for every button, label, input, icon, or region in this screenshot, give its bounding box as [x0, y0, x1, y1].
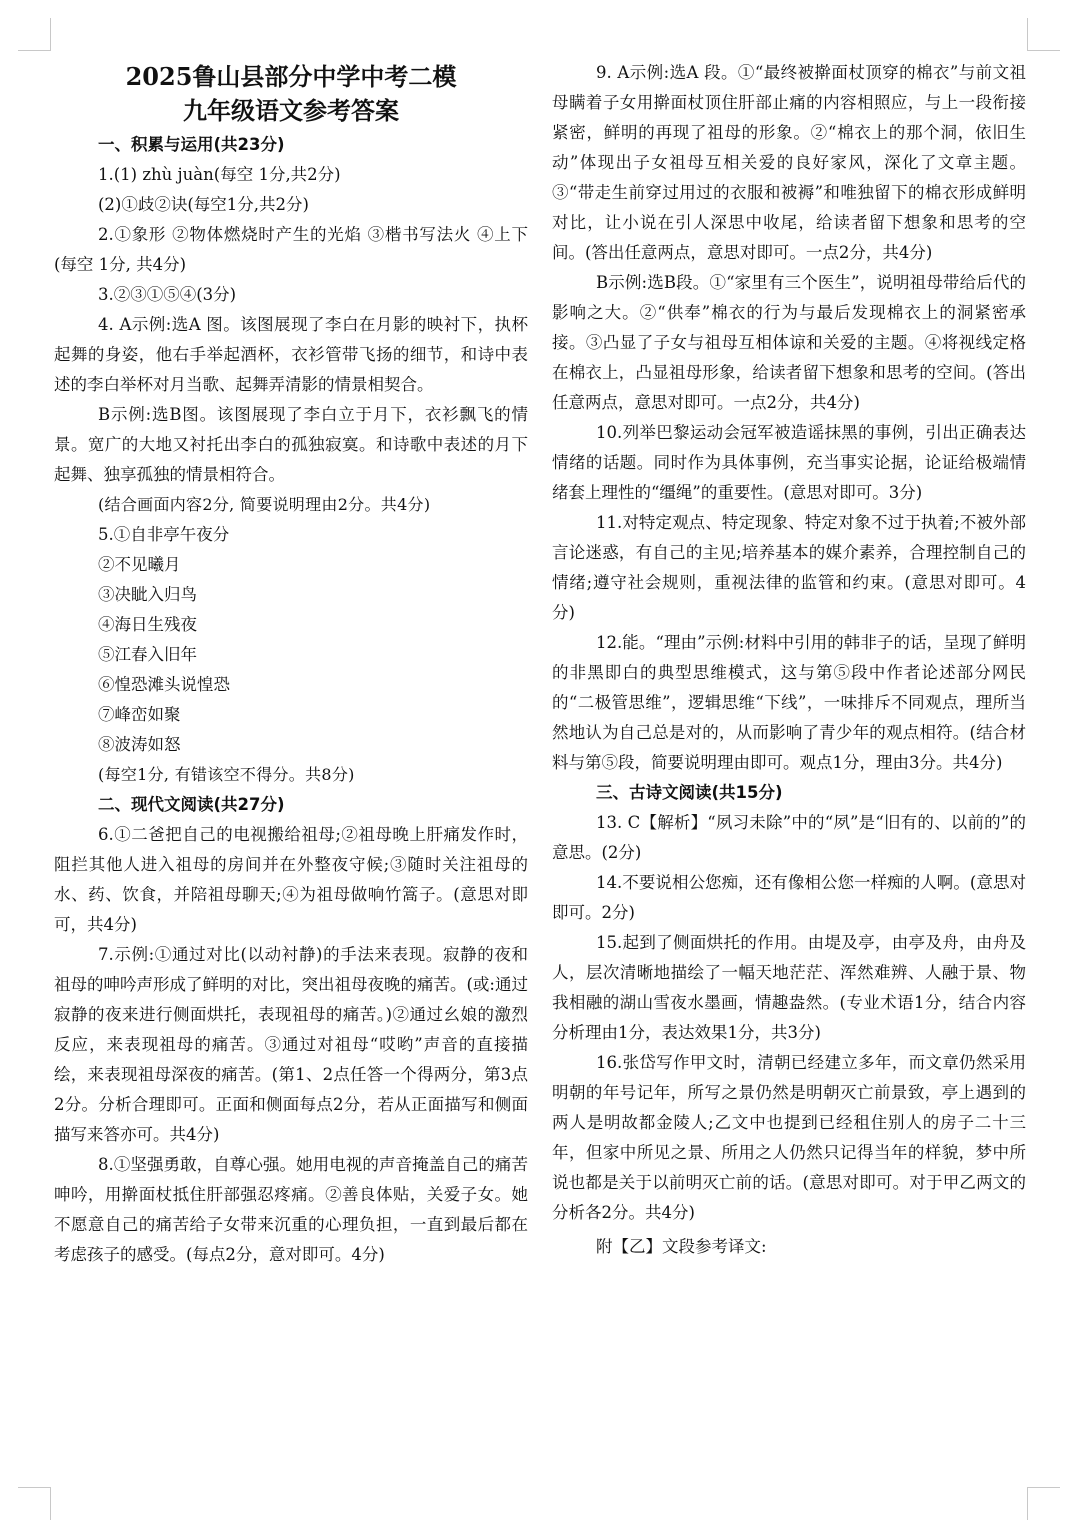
answer-5-item: ④海日生残夜: [98, 615, 197, 634]
left-column: [54, 58, 528, 1270]
section-heading-1: 一、积累与运用(共23分): [98, 135, 285, 154]
answer-6: 6.①二爸把自己的电视搬给祖母;②祖母晚上肝痛发作时，阻拦其他人进入祖母的房间并在外整夜守候;③随时关注祖母的水、药、饮食，并陪祖母聊天;④为祖母做响竹篙子。(意思对即可，共4分): [54, 825, 528, 934]
answer-4b: B示例:选B图。该图展现了李白立于月下，衣衫飘飞的情景。宽广的大地又衬托出李白的孤独寂寞。和诗歌中表述的月下起舞、独享孤独的情景相符合。: [54, 405, 528, 484]
answer-5-item: ⑦峰峦如聚: [98, 705, 181, 724]
crop-mark-top-right: [1027, 18, 1060, 51]
answer-2: 2.①象形 ②物体燃烧时产生的光焰 ③楷书写法火 ④上下(每空 1分, 共4分): [54, 225, 528, 274]
answer-16: 16.张岱写作甲文时，清朝已经建立多年，而文章仍然采用明朝的年号记年，所写之景仍然是明朝灭亡前景致，亭上遇到的两人是明故都金陵人;乙文中也提到已经租住别人的房子二十三年，但家中所见之景、所用之人仍然只记得当年的样貌，梦中所说也都是关于以前明灭亡前的话。(意思对即可。对于甲乙两文的分析各2分。共4分): [552, 1053, 1026, 1222]
answer-10: 10.列举巴黎运动会冠军被造谣抹黑的事例，引出正确表达情绪的话题。同时作为具体事例，充当事实论据，论证给极端情绪套上理性的“缰绳”的重要性。(意思对即可。3分): [552, 423, 1026, 502]
answer-13: 13. C【解析】“夙习未除”中的“夙”是“旧有的、以前的”的意思。(2分): [552, 813, 1026, 862]
answer-7: 7.示例:①通过对比(以动衬静)的手法来表现。寂静的夜和祖母的呻吟声形成了鲜明的对比，突出祖母夜晚的痛苦。(或:通过寂静的夜来进行侧面烘托，表现祖母的痛苦。)②通过幺娘的激烈反应，来表现祖母的痛苦。③通过对祖母“哎哟”声音的直接描绘，来表现祖母深夜的痛苦。(第1、2点任答一个得两分，第3点2分。分析合理即可。正面和侧面每点2分，若从正面描写和侧面描写来答亦可。共4分): [54, 945, 528, 1144]
crop-mark-bottom-right: [1027, 1487, 1060, 1520]
answer-15: 15.起到了侧面烘托的作用。由堤及亭，由亭及舟，由舟及人，层次清晰地描绘了一幅天地茫茫、浑然难辨、人融于景、物我相融的湖山雪夜水墨画，情趣盎然。(专业术语1分，结合内容分析理由1分，表达效果1分，共3分): [552, 933, 1026, 1042]
document-title: 2025鲁山县部分中学中考二模: [125, 62, 457, 91]
appendix-heading: 附【乙】文段参考译文:: [596, 1237, 767, 1256]
answer-12: 12.能。“理由”示例:材料中引用的韩非子的话，呈现了鲜明的非黑即白的典型思维模式，这与第⑤段中作者论述部分网民的“二极管思维”，逻辑思维“下线”，一味排斥不同观点，理所当然地认为自己总是对的，从而影响了青少年的观点相符。(结合材料与第⑤段，简要说明理由即可。观点1分，理由3分。共4分): [552, 633, 1026, 772]
answer-1a: 1.(1) zhù juàn(每空 1分,共2分): [98, 165, 341, 184]
crop-mark-bottom-left: [18, 1487, 51, 1520]
section-heading-3: 三、古诗文阅读(共15分): [596, 783, 783, 802]
answer-5-note: (每空1分, 有错该空不得分。共8分): [98, 765, 355, 784]
right-column: [552, 58, 1026, 1262]
document-subtitle: 九年级语文参考答案: [183, 96, 399, 125]
answer-4-note: (结合画面内容2分, 简要说明理由2分。共4分): [98, 495, 431, 514]
answer-8: 8.①坚强勇敢，自尊心强。她用电视的声音掩盖自己的痛苦呻吟，用擀面杖抵住肝部强忍疼痛。②善良体贴，关爱子女。她不愿意自己的痛苦给子女带来沉重的心理负担，一直到最后都在考虑孩子的感受。(每点2分，意对即可。4分): [54, 1155, 528, 1264]
answer-3: 3.②③①⑤④(3分): [98, 285, 237, 304]
answer-5-item: ⑥惶恐滩头说惶恐: [98, 675, 230, 694]
answer-5-item: 5.①自非亭午夜分: [98, 525, 230, 544]
answer-5-item: ⑤江春入旧年: [98, 645, 197, 664]
answer-5-item: ⑧波涛如怒: [98, 735, 181, 754]
answer-14: 14.不要说相公您痴，还有像相公您一样痴的人啊。(意思对即可。2分): [552, 873, 1026, 922]
answer-1b: (2)①歧②诀(每空1分,共2分): [98, 195, 309, 214]
answer-4a: 4. A示例:选A 图。该图展现了李白在月影的映衬下，执杯起舞的身姿，他右手举起酒杯，衣衫管带飞扬的细节，和诗中表述的李白举杯对月当歌、起舞弄清影的情景相契合。: [54, 315, 528, 394]
answer-5-item: ③决眦入归鸟: [98, 585, 197, 604]
answer-9a: 9. A示例:选A 段。①“最终被擀面杖顶穿的棉衣”与前文祖母瞒着子女用擀面杖顶住肝部止痛的内容相照应，与上一段衔接紧密，鲜明的再现了祖母的形象。②“棉衣上的那个洞，依旧生动”体现出子女祖母互相关爱的良好家风，深化了文章主题。③“带走生前穿过用过的衣服和被褥”和唯独留下的棉衣形成鲜明对比，让小说在引人深思中收尾，给读者留下想象和思考的空间。(答出任意两点，意思对即可。一点2分，共4分): [552, 63, 1026, 262]
answer-5-item: ②不见曦月: [98, 555, 181, 574]
crop-mark-top-left: [18, 18, 51, 51]
answer-11: 11.对特定观点、特定现象、特定对象不过于执着;不被外部言论迷惑，有自己的主见;培养基本的媒介素养，合理控制自己的情绪;遵守社会规则，重视法律的监管和约束。(意思对即可。4分): [552, 513, 1026, 622]
answer-9b: B示例:选B段。①“家里有三个医生”，说明祖母带给后代的影响之大。②“供奉”棉衣的行为与最后发现棉衣上的洞紧密承接。③凸显了子女与祖母互相体谅和关爱的主题。④将视线定格在棉衣上，凸显祖母形象，给读者留下想象和思考的空间。(答出任意两点，意思对即可。一点2分，共4分): [552, 273, 1026, 412]
section-heading-2: 二、现代文阅读(共27分): [98, 795, 285, 814]
